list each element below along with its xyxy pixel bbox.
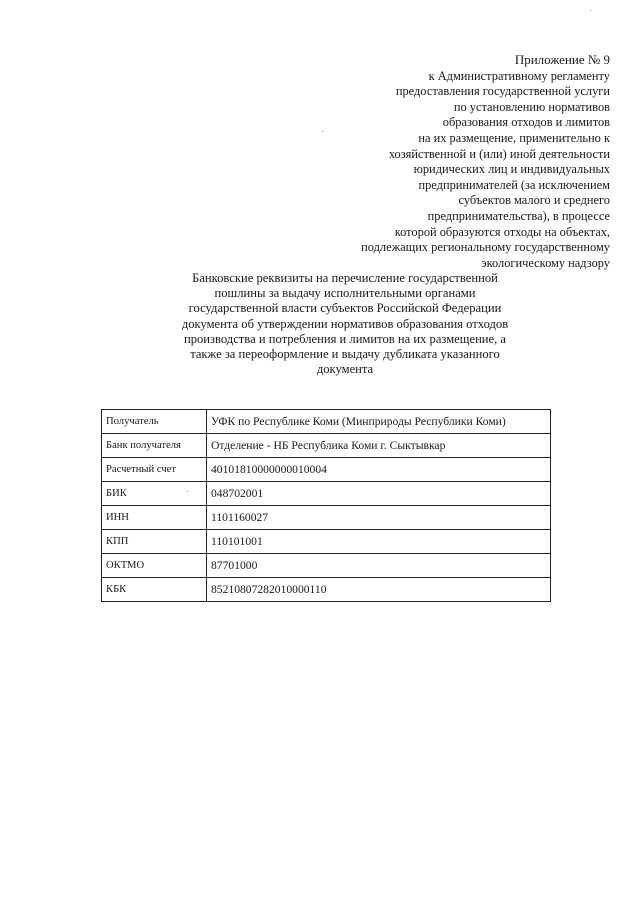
- appendix-line: которой образуются отходы на объектах,: [394, 224, 610, 239]
- table-row-oktmo: [102, 554, 551, 578]
- appendix-line: субъектов малого и среднего: [458, 193, 610, 208]
- row-value: 87701000: [207, 554, 551, 578]
- appendix-line: предпринимателей (за исключением: [418, 177, 610, 192]
- row-label: БИК: [102, 482, 207, 506]
- row-label: Расчетный счет: [102, 458, 207, 482]
- table-row-account: [102, 458, 551, 482]
- appendix-line: предпринимательства), в процессе: [427, 208, 610, 223]
- title-line: Банковские реквизиты на перечисление государственной: [192, 271, 498, 285]
- appendix-line: образования отходов и лимитов: [442, 115, 610, 130]
- table-row-kbk: [102, 578, 551, 602]
- scan-speck: [590, 10, 591, 11]
- appendix-line: предоставления государственной услуги: [395, 84, 610, 99]
- row-value: Отделение - НБ Республика Коми г. Сыктывкар: [207, 434, 551, 458]
- row-value: 110101001: [207, 530, 551, 554]
- appendix-line: хозяйственной и (или) иной деятельности: [388, 146, 610, 161]
- row-value: 1101160027: [207, 506, 551, 530]
- table-row-bik: [102, 482, 551, 506]
- appendix-number: Приложение № 9: [514, 52, 610, 67]
- table-row-recipient-bank: [102, 434, 551, 458]
- scan-speck: [187, 491, 188, 492]
- document-title: [160, 271, 530, 377]
- row-value: УФК по Республике Коми (Минприроды Республики Коми): [207, 410, 551, 434]
- table-row-kpp: [102, 530, 551, 554]
- row-label: Получатель: [102, 410, 207, 434]
- scan-speck: [322, 131, 323, 132]
- row-label: КПП: [102, 530, 207, 554]
- appendix-line: подлежащих региональному государственному: [361, 240, 610, 255]
- title-line: пошлины за выдачу исполнительными органами: [214, 286, 476, 301]
- row-label: КБК: [102, 578, 207, 602]
- table-row-recipient: [102, 410, 551, 434]
- appendix-line: на их размещение, применительно к: [418, 130, 610, 145]
- row-label: ОКТМО: [102, 554, 207, 578]
- row-value: 40101810000000010004: [207, 458, 551, 482]
- table-row-inn: [102, 506, 551, 530]
- appendix-line: к Административному регламенту: [428, 68, 610, 83]
- title-line: также за переоформление и выдачу дубликата указанного: [190, 347, 500, 362]
- title-line: документа об утверждении нормативов образования отходов: [181, 316, 509, 331]
- row-value: 85210807282010000110: [207, 578, 551, 602]
- bank-requisites-table: [101, 409, 551, 602]
- row-label: ИНН: [102, 506, 207, 530]
- title-line: документа: [316, 362, 374, 377]
- title-line: производства и потребления и лимитов на их размещение, а: [183, 331, 507, 346]
- appendix-line: экологическому надзору: [481, 255, 610, 270]
- appendix-line: по установлению нормативов: [453, 99, 610, 114]
- row-value: 048702001: [207, 482, 551, 506]
- appendix-line: юридических лиц и индивидуальных: [413, 162, 610, 177]
- title-line: государственной власти субъектов Российской Федерации: [188, 301, 502, 316]
- row-label: Банк получателя: [102, 434, 207, 458]
- appendix-header: [330, 52, 610, 271]
